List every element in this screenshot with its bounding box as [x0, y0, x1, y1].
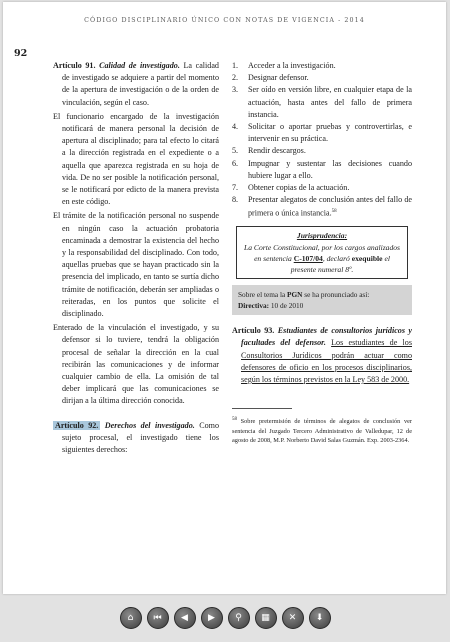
art91-subtitle: Calidad de investigado.: [99, 61, 180, 70]
pgn-pre: Sobre el tema la: [238, 290, 286, 300]
art92-heading: [53, 420, 219, 457]
right-text: Designar defensor.: [248, 73, 309, 83]
jurisprudence-mid: , declaró: [322, 253, 350, 263]
art91-p4: Enterado de la vinculación el investigado, y su defensor si lo tuviere, tendrá la obligación procesal de señalar la dirección en la cual recibirán las comunicaciones y de informar cualquier cambio de ella. La omisión de tal deber implicará que las comunicaciones se dirijan a la última dirección conocida.: [53, 323, 219, 406]
pgn-post: se ha pronunciado así:: [304, 290, 370, 300]
art93-title: Artículo 93.: [232, 326, 275, 336]
right-item: [232, 84, 412, 121]
jurisprudence-post: el presente numeral 8º.: [290, 253, 390, 274]
right-item: [232, 145, 412, 157]
right-number: 4.: [232, 122, 239, 132]
close-button[interactable]: [282, 607, 304, 629]
right-item: [232, 72, 412, 84]
next-page-button[interactable]: [201, 607, 223, 629]
skip-back-icon: ⏮: [153, 613, 162, 623]
right-number: 1.: [232, 61, 239, 70]
rights-list: [232, 60, 412, 220]
pgn-org: PGN: [287, 290, 303, 300]
right-item: [232, 121, 412, 145]
home-icon: ⌂: [127, 613, 134, 623]
right-text: Acceder a la investigación.: [248, 61, 336, 70]
right-number: 7.: [232, 183, 239, 193]
art91-p1: [53, 60, 219, 109]
right-number: 5.: [232, 146, 239, 156]
jurisprudence-title: Jurisprudencia:: [296, 231, 348, 241]
art91-p2: El funcionario encargado de la investigación notificará de manera personal la decisión de apertura al disciplinado; para tal efecto lo citará a la dirección registrada en el expediente o a aquella que aparezca registrada en su hoja de vida. De no ser posible la notificación personal, se le notificará por edicto de la manera prevista en este código.: [53, 111, 219, 207]
pgn-box: [232, 285, 412, 315]
art93: [232, 325, 412, 386]
right-number: 2.: [232, 73, 239, 83]
footnote-ref[interactable]: 58: [331, 209, 337, 215]
footnote-number: 58: [232, 417, 237, 423]
right-column: [232, 60, 412, 452]
viewer-toolbar: [0, 607, 450, 631]
right-text: Ser oído en versión libre, en cualquier etapa de la actuación, hasta antes del fallo de primera instancia.: [248, 85, 412, 119]
jurisprudence-case-link[interactable]: C-107/04: [293, 253, 323, 263]
right-text: Obtener copias de la actuación.: [248, 183, 350, 193]
jurisprudence-text: La Corte Constitucional, por los cargos analizados en sentencia: [243, 242, 401, 263]
pgn-directive-value: 10 de 2010: [270, 301, 304, 311]
rewind-icon: ◀: [181, 613, 188, 623]
right-number: 8.: [232, 195, 239, 205]
document-page: [3, 2, 446, 594]
download-button[interactable]: [309, 607, 331, 629]
right-text: Rendir descargos.: [248, 146, 306, 156]
art91-p1-text: La calidad de investigado se adquiere a partir del momento de la apertura de investigación o de la orden de vinculación, según el caso.: [62, 61, 219, 107]
right-item: [232, 158, 412, 182]
footnote-text: Sobre pretermisión de términos de alegatos de conclusión ver sentencia del Juzgado Tercero Administrativo de Valledupar, 12 de agosto de 2008, M.P. Norberto David Salas Guzmán. Exp. 2003-2364.: [232, 418, 412, 445]
grid-button[interactable]: [255, 607, 277, 629]
grid-icon: ▦: [261, 613, 270, 623]
jurisprudence-exequible: exequible: [351, 253, 383, 263]
close-icon: ✕: [288, 613, 297, 623]
forward-icon: ▶: [208, 613, 215, 623]
footnote-rule: [232, 408, 292, 409]
art92-subtitle: Derechos del investigado.: [104, 420, 195, 430]
magnifier-icon: ⚲: [235, 613, 242, 623]
pgn-directive-label: Directiva:: [238, 301, 270, 311]
art91-p3: El trámite de la notificación personal no suspende en ningún caso la actuación probatoria encaminada a demostrar la existencia del hecho y la responsabilidad del disciplinado. Con todo, aquellas pruebas que se hayan practicado sin la presencia del implicado, en tanto se surtía dicho trámite de notificación, deberán ser ampliadas o reiteradas, en los puntos que solicite el disciplinado.: [53, 211, 219, 319]
right-text: Impugnar y sustentar las decisiones cuando hubiere lugar a ello.: [248, 158, 412, 180]
home-button[interactable]: [120, 607, 142, 629]
first-page-button[interactable]: [147, 607, 169, 629]
right-number: 6.: [232, 158, 239, 168]
art93-subtitle: Estudiantes de consultorios jurídicos y facultades del defensor.: [241, 326, 413, 348]
left-column: [53, 60, 219, 458]
art92-title[interactable]: Artículo 92.: [55, 420, 99, 430]
running-head: CÓDIGO DISCIPLINARIO ÚNICO CON NOTAS DE VIGENCIA - 2014: [84, 17, 365, 24]
right-item: [232, 60, 412, 72]
zoom-button[interactable]: [228, 607, 250, 629]
art93-text: Los estudiantes de los Consultorios Jurídicos podrán actuar como defensores de oficio en los procesos disciplinarios, según los términos previstos en la Ley 583 de 2000.: [241, 338, 412, 384]
right-text: Solicitar o aportar pruebas y controvertirlas, e intervenir en su práctica.: [248, 122, 412, 144]
footnote: [232, 415, 412, 445]
right-item: [232, 194, 412, 220]
right-item: [232, 182, 412, 194]
prev-page-button[interactable]: [174, 607, 196, 629]
page-number: 92: [14, 48, 28, 59]
right-number: 3.: [232, 85, 239, 95]
art92-intro: Como sujeto procesal, el investigado tiene los siguientes derechos:: [62, 420, 220, 455]
download-icon: ⬇: [315, 613, 324, 623]
jurisprudence-box: [236, 226, 408, 279]
art91-title: Artículo 91.: [53, 61, 96, 70]
right-text: Presentar alegatos de conclusión antes del fallo de primera o única instancia.: [248, 195, 412, 219]
